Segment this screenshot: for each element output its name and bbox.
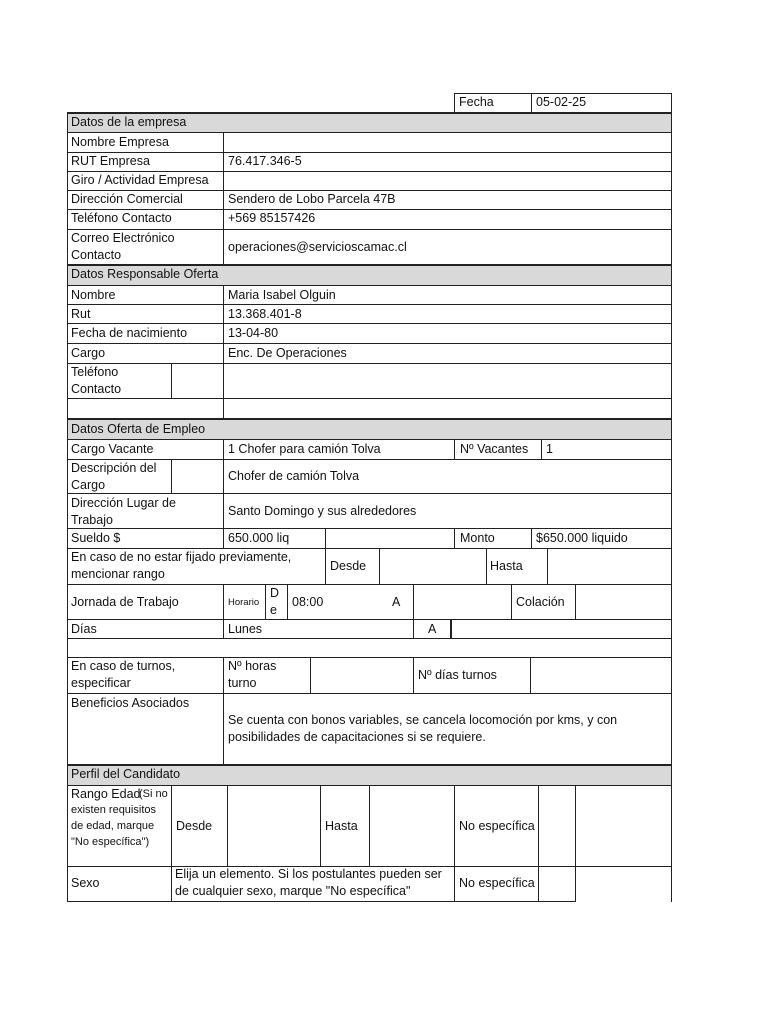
n-dias-turnos-label: Nº días turnos — [418, 668, 497, 682]
cargo-value[interactable]: Enc. De Operaciones — [228, 346, 347, 360]
edad-no-especifica[interactable]: No específica — [459, 819, 535, 833]
direccion-trabajo-value[interactable]: Santo Domingo y sus alrededores — [228, 504, 417, 518]
sueldo-value[interactable]: 650.000 liq — [228, 531, 290, 545]
edad-desde-label: Desde — [176, 819, 213, 833]
rango-label: En caso de no estar fijado previamente, mencionar rango — [71, 550, 292, 581]
cargo-label: Cargo — [71, 346, 106, 360]
giro-label: Giro / Actividad Empresa — [71, 173, 209, 187]
beneficios-value[interactable]: Se cuenta con bonos variables, se cancela locomoción por kms, y con posibilidades de capacitaciones si se requiere. — [228, 713, 618, 744]
descripcion-label: Descripción del Cargo — [71, 461, 157, 492]
rango-edad-label: Rango Edad — [71, 787, 141, 801]
telefono-responsable-label: Teléfono Contacto — [71, 365, 122, 396]
de-label: De — [270, 586, 280, 617]
beneficios-label: Beneficios Asociados — [71, 696, 190, 710]
section-title-responsable: Datos Responsable Oferta — [71, 267, 219, 281]
direccion-trabajo-label: Dirección Lugar de Trabajo — [71, 496, 176, 527]
rut-value[interactable]: 13.368.401-8 — [228, 307, 302, 321]
direccion-comercial-value[interactable]: Sendero de Lobo Parcela 47B — [228, 192, 396, 206]
rut-label: Rut — [71, 307, 91, 321]
section-title-empresa: Datos de la empresa — [71, 115, 187, 129]
dias-label: Días — [71, 622, 97, 636]
fecha-value[interactable]: 05-02-25 — [536, 95, 587, 109]
rango-edad-note: (Si no existen requisitos de edad, marque "No específica") — [71, 788, 168, 848]
sexo-no-especifica[interactable]: No específica — [459, 876, 535, 890]
nombre-label: Nombre — [71, 288, 116, 302]
rango-hasta-label: Hasta — [490, 559, 523, 573]
descripcion-value[interactable]: Chofer de camión Tolva — [228, 469, 360, 483]
n-horas-turno-label: Nº horas turno — [228, 659, 277, 690]
monto-label: Monto — [460, 531, 495, 545]
correo-label: Correo Electrónico Contacto — [71, 231, 175, 262]
sueldo-label: Sueldo $ — [71, 531, 121, 545]
section-title-perfil: Perfil del Candidato — [71, 767, 181, 781]
dias-a-label: A — [428, 622, 437, 636]
cargo-vacante-value[interactable]: 1 Chofer para camión Tolva — [228, 442, 381, 456]
rango-desde-label: Desde — [330, 559, 367, 573]
direccion-comercial-label: Dirección Comercial — [71, 192, 183, 206]
telefono-contacto-label: Teléfono Contacto — [71, 211, 172, 225]
fecha-label: Fecha — [459, 95, 494, 109]
telefono-contacto-value[interactable]: +569 85157426 — [228, 211, 316, 225]
sexo-value[interactable]: Elija un elemento. Si los postulantes pueden ser de cualquier sexo, marque "No específica" — [175, 867, 442, 898]
edad-hasta-label: Hasta — [325, 819, 358, 833]
jornada-label: Jornada de Trabajo — [71, 595, 179, 609]
nombre-empresa-label: Nombre Empresa — [71, 135, 169, 149]
n-vacantes-value[interactable]: 1 — [546, 442, 553, 456]
sexo-label: Sexo — [71, 876, 100, 890]
n-vacantes-label: Nº Vacantes — [460, 442, 529, 456]
cargo-vacante-label: Cargo Vacante — [71, 442, 154, 456]
dias-value[interactable]: Lunes — [228, 622, 263, 636]
fecha-nacimiento-value[interactable]: 13-04-80 — [228, 326, 279, 340]
section-title-oferta: Datos Oferta de Empleo — [71, 422, 206, 436]
hora-inicio-value[interactable]: 08:00 — [292, 595, 324, 609]
correo-value[interactable]: operaciones@servicioscamac.cl — [228, 240, 407, 254]
turnos-label: En caso de turnos, especificar — [71, 659, 176, 690]
colacion-label: Colación — [516, 595, 565, 609]
hora-a-label: A — [392, 595, 401, 609]
rut-empresa-value[interactable]: 76.417.346-5 — [228, 154, 302, 168]
monto-value[interactable]: $650.000 liquido — [536, 531, 628, 545]
nombre-value[interactable]: Maria Isabel Olguin — [228, 288, 336, 302]
horario-label: Horario — [228, 597, 260, 608]
rut-empresa-label: RUT Empresa — [71, 154, 150, 168]
fecha-nacimiento-label: Fecha de nacimiento — [71, 326, 188, 340]
